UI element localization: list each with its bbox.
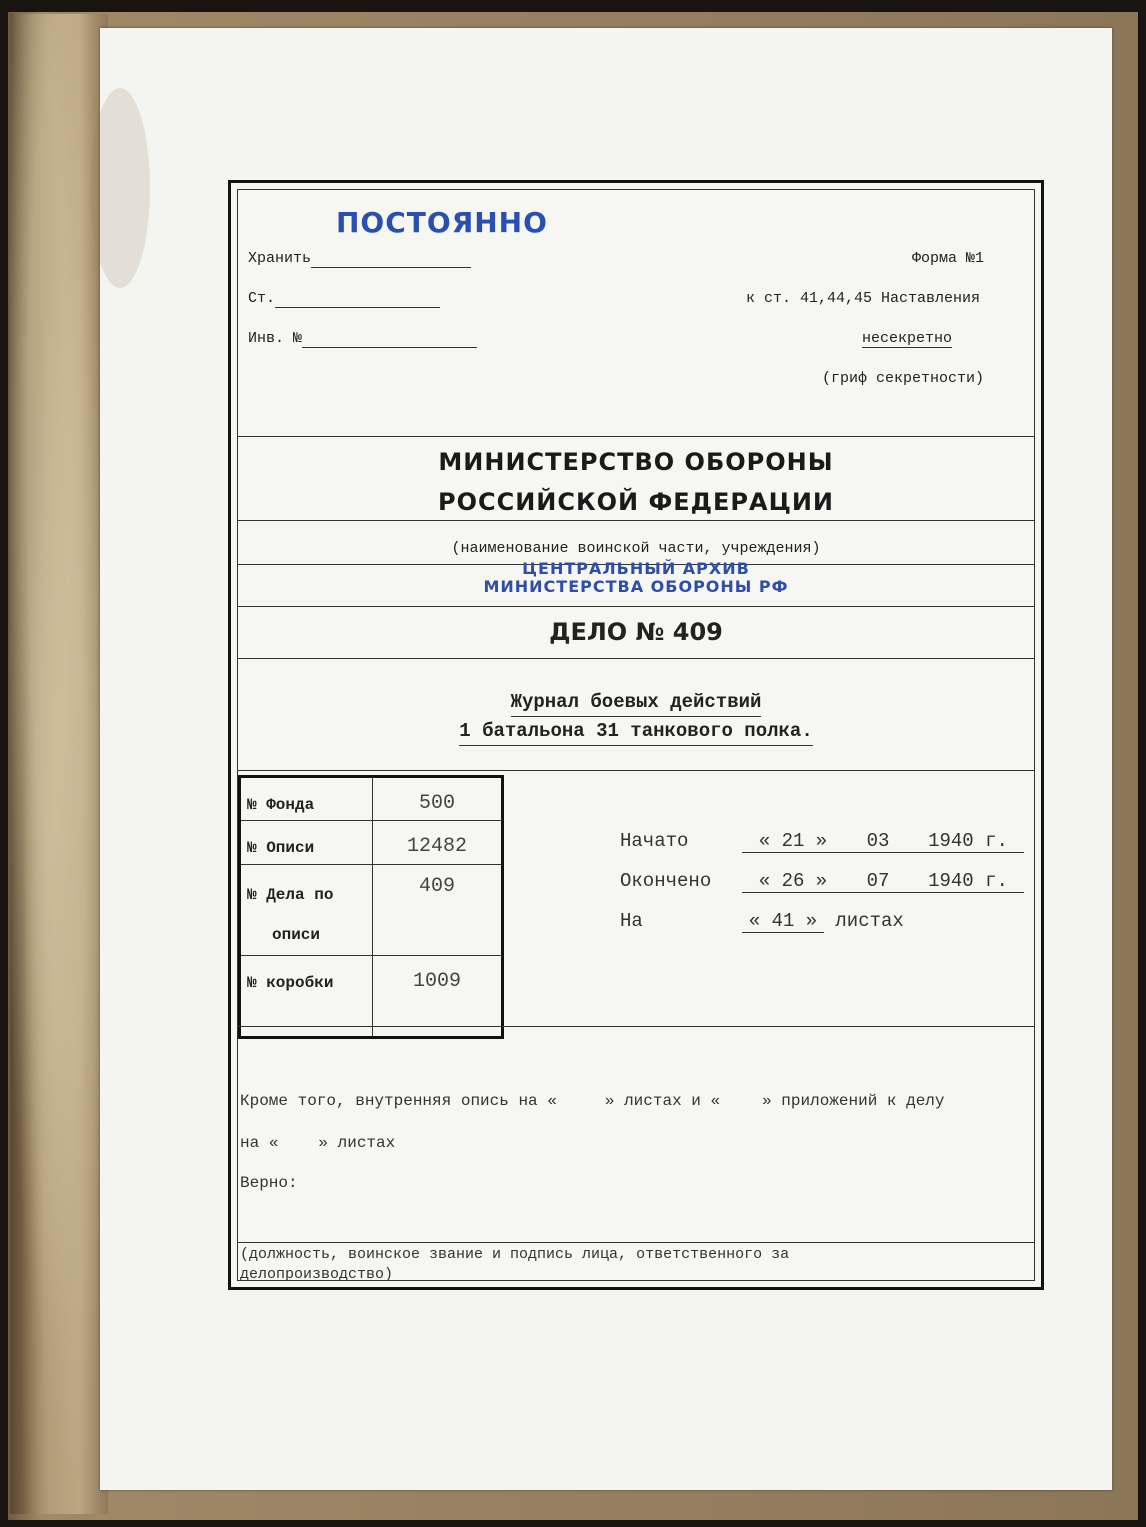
archive-stamp: ЦЕНТРАЛЬНЫЙ АРХИВ МИНИСТЕРСТВА ОБОРОНЫ РФ — [483, 559, 789, 596]
keep-label: Хранить — [248, 250, 312, 267]
form-number: Форма №1 — [912, 250, 985, 267]
table-row — [240, 821, 503, 865]
inv-line — [302, 330, 477, 348]
subject-line-1: Журнал боевых действий — [511, 688, 762, 717]
sheets-row: На « 41 » листах — [620, 910, 904, 932]
keep-line — [311, 250, 471, 268]
divider — [238, 1242, 1034, 1243]
divider — [238, 658, 1034, 659]
case-title: ДЕЛО № 409 — [549, 618, 723, 646]
inv-label: Инв. № — [248, 330, 303, 347]
st-line — [275, 290, 440, 308]
secrecy-value: несекретно — [862, 330, 953, 347]
responsible-caption-1: (должность, воинское звание и подпись лица, ответственного за — [240, 1246, 790, 1263]
divider — [238, 436, 1034, 437]
form-inner-border — [237, 189, 1035, 1281]
fond-label: № Фонда — [240, 777, 373, 821]
fond-value: 500 — [373, 777, 503, 821]
st-reference: к ст. 41,44,45 Наставления — [746, 290, 981, 307]
unit-caption: (наименование воинской части, учреждения) — [451, 540, 821, 557]
opis-label: № Описи — [240, 821, 373, 865]
inv-field — [248, 330, 477, 348]
st-field — [248, 290, 440, 308]
archive-info-table — [238, 775, 504, 1039]
ended-row: Окончено « 26 » 07 1940 г. — [620, 870, 1024, 893]
verified-label: Верно: — [240, 1174, 298, 1192]
keep-field — [248, 250, 471, 268]
secrecy-caption: (гриф секретности) — [822, 370, 985, 387]
divider — [238, 606, 1034, 607]
table-row — [240, 777, 503, 821]
box-value: 1009 — [373, 956, 503, 1038]
started-row: Начато « 21 » 03 1940 г. — [620, 830, 1024, 853]
divider — [238, 1026, 1034, 1027]
case-cover-form — [228, 180, 1044, 1290]
additional-inventory-line: Кроме того, внутренняя опись на « » листах и « » приложений к делу — [240, 1092, 945, 1110]
delo-label: № Дела по описи — [240, 865, 373, 956]
box-label: № коробки — [240, 956, 373, 1038]
st-label: Ст. — [248, 290, 276, 307]
additional-sheets-line: на « » листах — [240, 1134, 396, 1152]
divider — [238, 770, 1034, 771]
permanent-stamp: ПОСТОЯННО — [336, 206, 548, 239]
ministry-line-1: МИНИСТЕРСТВО ОБОРОНЫ — [438, 448, 834, 476]
opis-value: 12482 — [373, 821, 503, 865]
case-subject — [238, 688, 1034, 746]
divider — [238, 520, 1034, 521]
responsible-caption-2: делопроизводство) — [240, 1266, 394, 1283]
ministry-line-2: РОССИЙСКОЙ ФЕДЕРАЦИИ — [437, 488, 835, 516]
delo-value: 409 — [373, 865, 503, 956]
table-row — [240, 865, 503, 956]
subject-line-2: 1 батальона 31 танкового полка. — [459, 717, 812, 746]
